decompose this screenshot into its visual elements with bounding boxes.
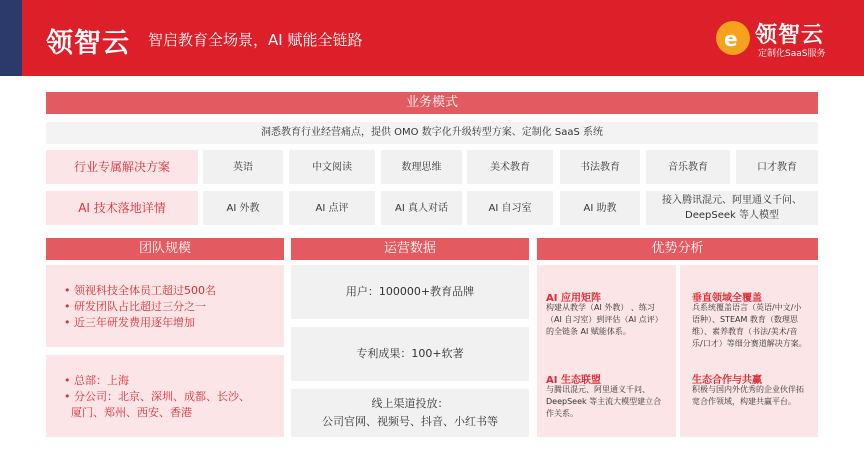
team-size-panel	[46, 265, 284, 347]
solution-cell: 数理思维	[381, 150, 462, 184]
advantage-title: AI 应用矩阵	[546, 293, 601, 304]
brand-name: 领智云	[46, 28, 130, 59]
ai-item-cell: AI 点评	[289, 191, 375, 225]
logo-subtitle: 定制化SaaS服务	[758, 49, 826, 59]
team-bullets: • 领视科技全体员工超过500名 • 研发团队占比超过三分之一 • 近三年研发费用逐年增加	[64, 284, 216, 329]
ai-partner-cell: 接入腾讯混元、阿里通义千问、 DeepSeek 等人模型	[646, 191, 818, 225]
ai-item-cell: AI 外教	[203, 191, 283, 225]
advantage-title: 生态合作与共赢	[692, 375, 762, 386]
advantage-body: 积极与国内外优秀的企业伙伴拓 宽合作领域，构建共赢平台。	[692, 385, 804, 406]
team-title: 团队规模	[46, 238, 284, 260]
users-box: 用户：100000+教育品牌	[291, 265, 529, 319]
ai-item-cell: AI 真人对话	[381, 191, 462, 225]
solution-cell: 口才教育	[736, 150, 818, 184]
ai-item-cell: AI 助教	[560, 191, 640, 225]
logo-mark-icon: e	[716, 21, 750, 55]
advantage-body: 与腾讯混元、阿里通义千问、 DeepSeek 等主流大模型建立合 作关系。	[546, 385, 662, 418]
ai-item-cell: AI 自习室	[467, 191, 553, 225]
logo	[716, 15, 850, 61]
channels-box: 线上渠道投放： 公司官网、视频号、抖音、小红书等	[291, 389, 529, 437]
tagline: 智启教育全场景，AI 赋能全链路	[148, 31, 363, 49]
solution-cell: 美术教育	[467, 150, 553, 184]
advantage-title: AI 生态联盟	[546, 375, 601, 386]
header-side-accent	[0, 0, 22, 76]
solution-cell: 音乐教育	[646, 150, 730, 184]
advantage-body: 兵系统覆盖语言（英语/中文/小 语种）、STEAM 教育（数理思 维）、素养教育（书法/美术/音 乐/口才）等细分赛道解决方案。	[692, 303, 807, 348]
logo-name: 领智云	[755, 23, 825, 48]
patents-box: 专利成果：100+软著	[291, 327, 529, 381]
solution-cell: 书法教育	[560, 150, 640, 184]
business-title: 业务模式	[46, 92, 818, 114]
operations-title: 运营数据	[291, 238, 529, 260]
team-location-panel	[46, 355, 284, 437]
solution-cell: 英语	[203, 150, 283, 184]
business-description: 洞悉教育行业经营痛点，提供 OMO 数字化升级转型方案、定制化 SaaS 系统	[46, 122, 818, 144]
advantages-title: 优势分析	[537, 238, 818, 260]
advantage-body: 构建从教学（AI 外教） 、练习 （AI 自习室）到评估（AI 点评） 的全链条 AI 赋能体系。	[546, 303, 663, 336]
advantage-title: 垂直领域全覆盖	[692, 293, 762, 304]
solution-cell: 中文阅读	[289, 150, 375, 184]
solutions-label: 行业专属解决方案	[46, 150, 198, 184]
ai-label: AI 技术落地详情	[46, 191, 198, 225]
location-bullets: • 总部：上海 • 分公司：北京、深圳、成都、长沙、 厦门、郑州、西安、香港	[64, 374, 250, 419]
header-bar	[0, 0, 864, 76]
